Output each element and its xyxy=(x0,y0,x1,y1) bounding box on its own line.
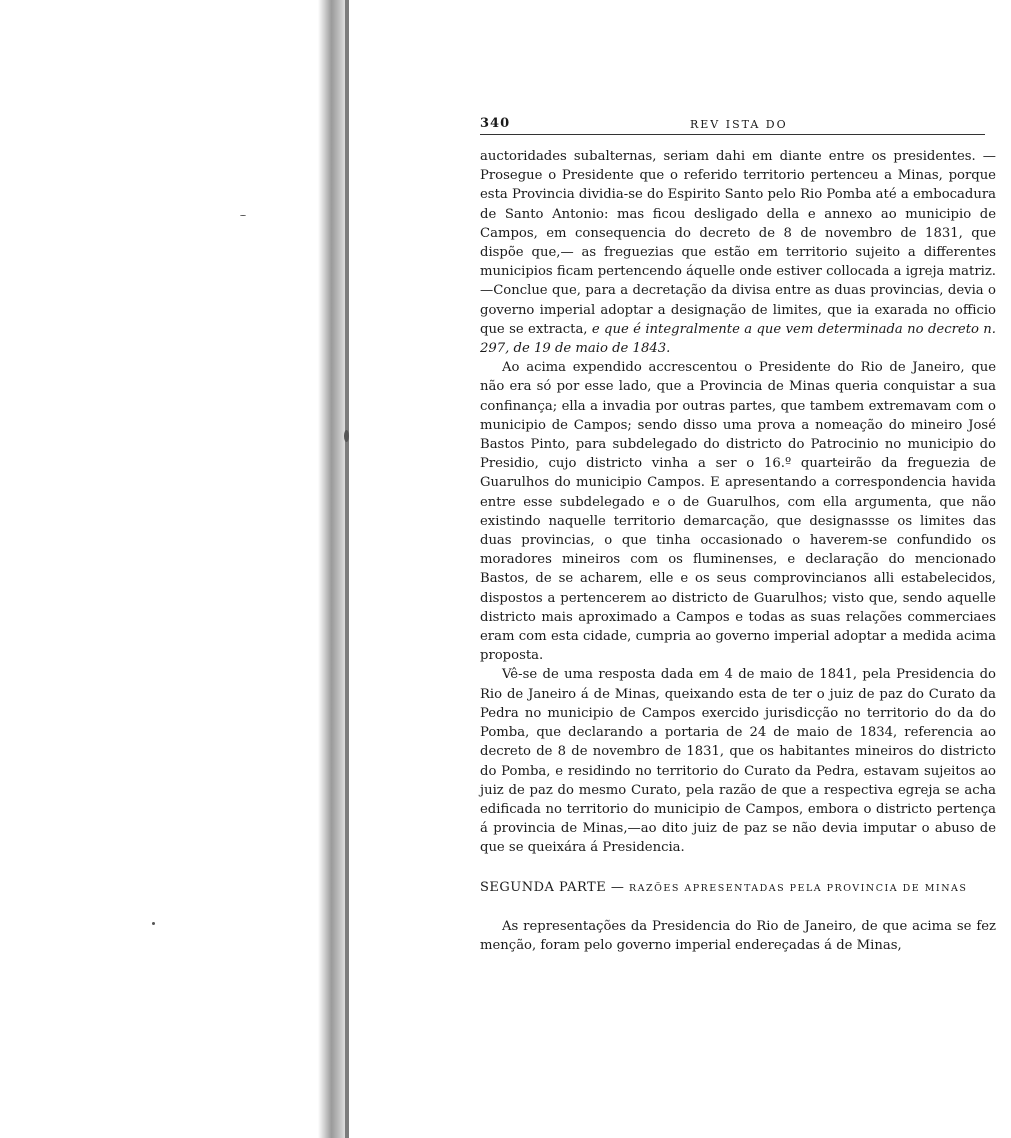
paragraph-4: As representações da Presidencia do Rio de Janeiro, de que acima se fez menção, foram pelo governo imperial endereçadas á de Minas, xyxy=(480,918,996,953)
header-rule xyxy=(480,134,985,135)
scan-speck xyxy=(240,215,246,216)
section-heading xyxy=(480,880,996,895)
paragraph-1-italic-text: e que é integralmente a que vem determinada no decreto n. 297, de 19 de maio de 1843. xyxy=(480,321,996,357)
paragraph-2: Ao acima expendido accrescentou o Presidente do Rio de Janeiro, que não era só por esse lado, que a Provincia de Minas queria conquistar a sua confinança; ella a invadia por outras partes, que tambem extremavam com o municipio de Campos; sendo disso uma prova a nomeação do mineiro José Bastos Pinto, para subdelegado do districto do Patrocinio no municipio do Presidio, cujo districto vinha a ser o 16.º quarteirão da freguezia de Guarulhos do municipio Campos. E apresentando a correspondencia havida entre esse subdelegado e o de Guarulhos, com ella argumenta, que não existindo naquelle territorio demarcação, que designassse os limites das duas provincias, o que tinha occasionado o haverem-se confundido os moradores mineiros com os fluminenses, e declaração do mencionado Bastos, de se acharem, elle e os seus comprovincianos alli estabelecidos, dispostos a pertencerem ao districto de Guarulhos; visto que, sendo aquelle districto mais aproximado a Campos e todas as suas relações commerciaes eram com esta cidade, cumpria ao governo imperial adoptar a medida acima proposta. xyxy=(480,360,996,664)
paragraph-3: Vê-se de uma resposta dada em 4 de maio de 1841, pela Presidencia do Rio de Janeiro á de Minas, queixando esta de ter o juiz de paz do Curato da Pedra no municipio de Campos exercido jurisdicção no territorio do da do Pomba, que declarando a portaria de 24 de maio de 1834, referencia ao decreto de 8 de novembro de 1831, que os habitantes mineiros do districto do Pomba, e residindo no territorio do Curato da Pedra, estavam sujeitos ao juiz de paz do mesmo Curato, pela razão de que a respectiva egreja se acha edificada no territorio do municipio de Campos, embora o districto pertença á provincia de Minas,—ao dito juiz de paz se não devia imputar o abuso de que se queixára á Presidencia. xyxy=(480,667,996,856)
body-text xyxy=(480,147,996,858)
section-label: SEGUNDA PARTE — xyxy=(480,879,629,895)
binding-line xyxy=(345,0,349,1138)
scan-speck xyxy=(152,922,155,925)
binding-shadow xyxy=(318,0,348,1138)
running-head xyxy=(480,112,996,134)
page-number: 340 xyxy=(480,116,511,131)
document-page xyxy=(480,112,996,955)
journal-title: REV ISTA DO xyxy=(690,118,788,131)
scan-speck xyxy=(344,430,349,442)
body-text-final xyxy=(480,917,996,955)
paragraph-1-text: auctoridades subalternas, seriam dahi em diante entre os presidentes. — Prosegue o Presidente que o referido territorio pertenceu a Minas, porque esta Provincia dividia-se do Espirito Santo pelo Rio Pomba até a embocadura de Santo Antonio: mas ficou desligado della e annexo ao municipio de Campos, em consequencia do decreto de 8 de novembro de 1831, que dispõe que,— as freguezias que estão em territorio sujeito a differentes municipios ficam pertencendo áquelle onde estiver collocada a igreja matriz.—Conclue que, para a decretação da divisa entre as duas provincias, devia o governo imperial adoptar a designação de limites, que ia exarada no officio que se extracta, xyxy=(480,149,996,337)
paragraph-1 xyxy=(480,147,996,358)
section-title: RAZÕES APRESENTADAS PELA PROVINCIA DE MINAS xyxy=(628,882,968,894)
